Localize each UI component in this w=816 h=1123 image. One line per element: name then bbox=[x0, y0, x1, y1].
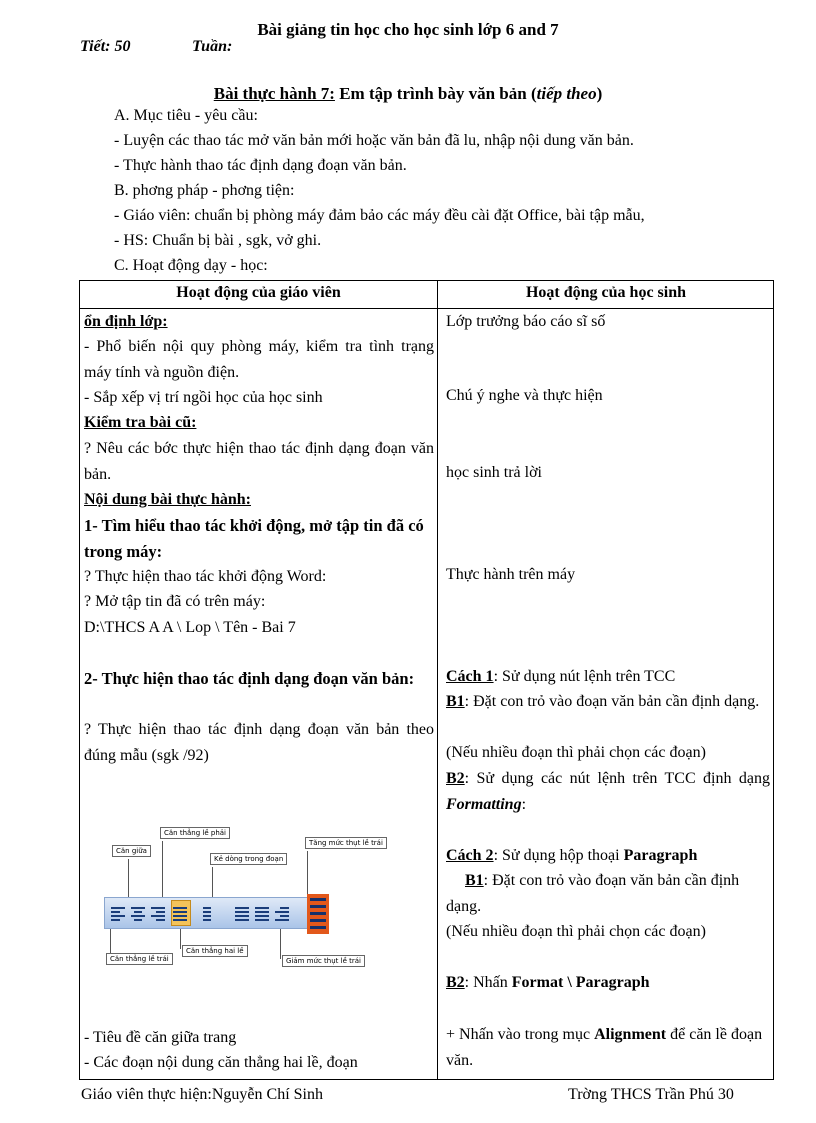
teacher-line: ? Mở tập tin đã có trên máy: bbox=[84, 593, 266, 610]
lesson-title: Bài thực hành 7: Em tập trình bày văn bản (tiếp theo) bbox=[213, 84, 603, 103]
student-line: Chú ý nghe và thực hiện bbox=[446, 387, 603, 404]
bullets-icon bbox=[255, 905, 269, 921]
intro-line: B. phơng pháp - phơng tiện: bbox=[114, 182, 295, 199]
align-left-icon bbox=[111, 905, 125, 921]
caption-giam-muc: Giảm mức thụt lề trái bbox=[282, 955, 365, 967]
week-label: Tuần: bbox=[192, 38, 233, 55]
footer-teacher: Giáo viên thực hiện:Nguyễn Chí Sinh bbox=[81, 1086, 323, 1103]
teacher-line: - Các đoạn nội dung căn thẳng hai lề, đoạn bbox=[84, 1054, 358, 1071]
intro-line: - Luyện các thao tác mở văn bản mới hoặc văn bản đã lu, nhập nội dung văn bản. bbox=[114, 132, 634, 149]
teacher-line: ? Thực hiện thao tác định dạng đoạn văn bản theo đúng mẫu (sgk /92) bbox=[84, 721, 434, 764]
teacher-column-header: Hoạt động của giáo viên bbox=[176, 284, 341, 301]
lesson-title-prefix: Bài thực hành 7: bbox=[213, 84, 335, 103]
increase-indent-icon bbox=[307, 894, 329, 934]
document-header: Bài giảng tin học cho học sinh lớp 6 and 7 bbox=[257, 20, 559, 39]
formatting-toolbar-figure bbox=[100, 829, 383, 981]
on-dinh-heading: ổn định lớp: bbox=[84, 313, 168, 330]
teacher-line: - Sắp xếp vị trí ngồi học của học sinh bbox=[84, 389, 323, 406]
teacher-line: ? Nêu các bớc thực hiện thao tác định dạng đoạn văn bản. bbox=[84, 440, 434, 483]
student-line: Thực hành trên máy bbox=[446, 566, 576, 583]
intro-line: A. Mục tiêu - yêu cầu: bbox=[114, 107, 258, 124]
student-column-header: Hoạt động của học sinh bbox=[525, 284, 687, 301]
activity-table bbox=[79, 280, 774, 1080]
toolbar-strip bbox=[104, 897, 328, 929]
note-line: (Nếu nhiều đoạn thì phải chọn các đoạn) bbox=[446, 923, 706, 940]
section-2-heading: 2- Thực hiện thao tác định dạng đoạn văn bản: bbox=[84, 669, 415, 688]
column-divider bbox=[437, 281, 438, 1079]
justify-icon bbox=[173, 905, 187, 921]
step-b2-2: B2: Nhấn Format \ Paragraph bbox=[446, 974, 650, 991]
intro-line: - Thực hành thao tác định dạng đoạn văn bản. bbox=[114, 157, 407, 174]
numbering-icon bbox=[235, 905, 249, 921]
lesson-number: Tiết: 50 bbox=[80, 38, 131, 55]
step-b2: B2: Sử dụng các nút lệnh trên TCC định dạng Formatting: bbox=[446, 770, 770, 813]
line-spacing-icon bbox=[197, 905, 211, 921]
section-1-heading: 1- Tìm hiểu thao tác khởi động, mở tập tin đã có trong máy: bbox=[84, 516, 424, 561]
student-line: Lớp trưởng báo cáo sĩ số bbox=[446, 313, 606, 330]
note-line: (Nếu nhiều đoạn thì phải chọn các đoạn) bbox=[446, 744, 706, 761]
align-center-icon bbox=[131, 905, 145, 921]
teacher-line: - Phổ biến nội quy phòng máy, kiểm tra tình trạng máy tính và nguồn điện. bbox=[84, 338, 434, 381]
caption-can-giua: Căn giữa bbox=[112, 845, 151, 857]
method-1: Cách 1: Sử dụng nút lệnh trên TCC bbox=[446, 668, 676, 685]
file-path: D:\THCS A A \ Lop \ Tên - Bai 7 bbox=[84, 619, 296, 636]
intro-line: - HS: Chuẩn bị bài , sgk, vở ghi. bbox=[114, 232, 322, 249]
kiem-tra-heading: Kiểm tra bài cũ: bbox=[84, 414, 197, 431]
intro-line: - Giáo viên: chuẩn bị phòng máy đảm bảo các máy đều cài đặt Office, bài tập mẫu, bbox=[114, 207, 645, 224]
footer-school: Trờng THCS Trần Phú 30 bbox=[568, 1086, 734, 1103]
step-b1-2: B1: Đặt con trỏ vào đoạn văn bản cần định dạng. bbox=[446, 872, 740, 915]
noi-dung-heading: Nội dung bài thực hành: bbox=[84, 491, 251, 508]
alignment-line: + Nhấn vào trong mục Alignment để căn lề đoạn văn. bbox=[446, 1026, 763, 1069]
caption-can-phai: Căn thẳng lề phải bbox=[160, 827, 230, 839]
caption-can-trai: Căn thẳng lề trái bbox=[106, 953, 173, 965]
method-2: Cách 2: Sử dụng hộp thoại Paragraph bbox=[446, 847, 698, 864]
caption-tang-muc: Tăng mức thụt lề trái bbox=[305, 837, 387, 849]
intro-line: C. Hoạt động dạy - học: bbox=[114, 257, 268, 274]
caption-ke-dong: Kẻ dòng trong đoạn bbox=[210, 853, 287, 865]
teacher-line: - Tiêu đề căn giữa trang bbox=[84, 1029, 237, 1046]
teacher-line: ? Thực hiện thao tác khởi động Word: bbox=[84, 568, 327, 585]
step-b1: B1: Đặt con trỏ vào đoạn văn bản cần định dạng. bbox=[446, 693, 760, 710]
align-right-icon bbox=[151, 905, 165, 921]
decrease-indent-icon bbox=[275, 905, 289, 921]
caption-hai-le: Căn thẳng hai lề bbox=[182, 945, 248, 957]
student-line: học sinh trả lời bbox=[446, 464, 542, 481]
